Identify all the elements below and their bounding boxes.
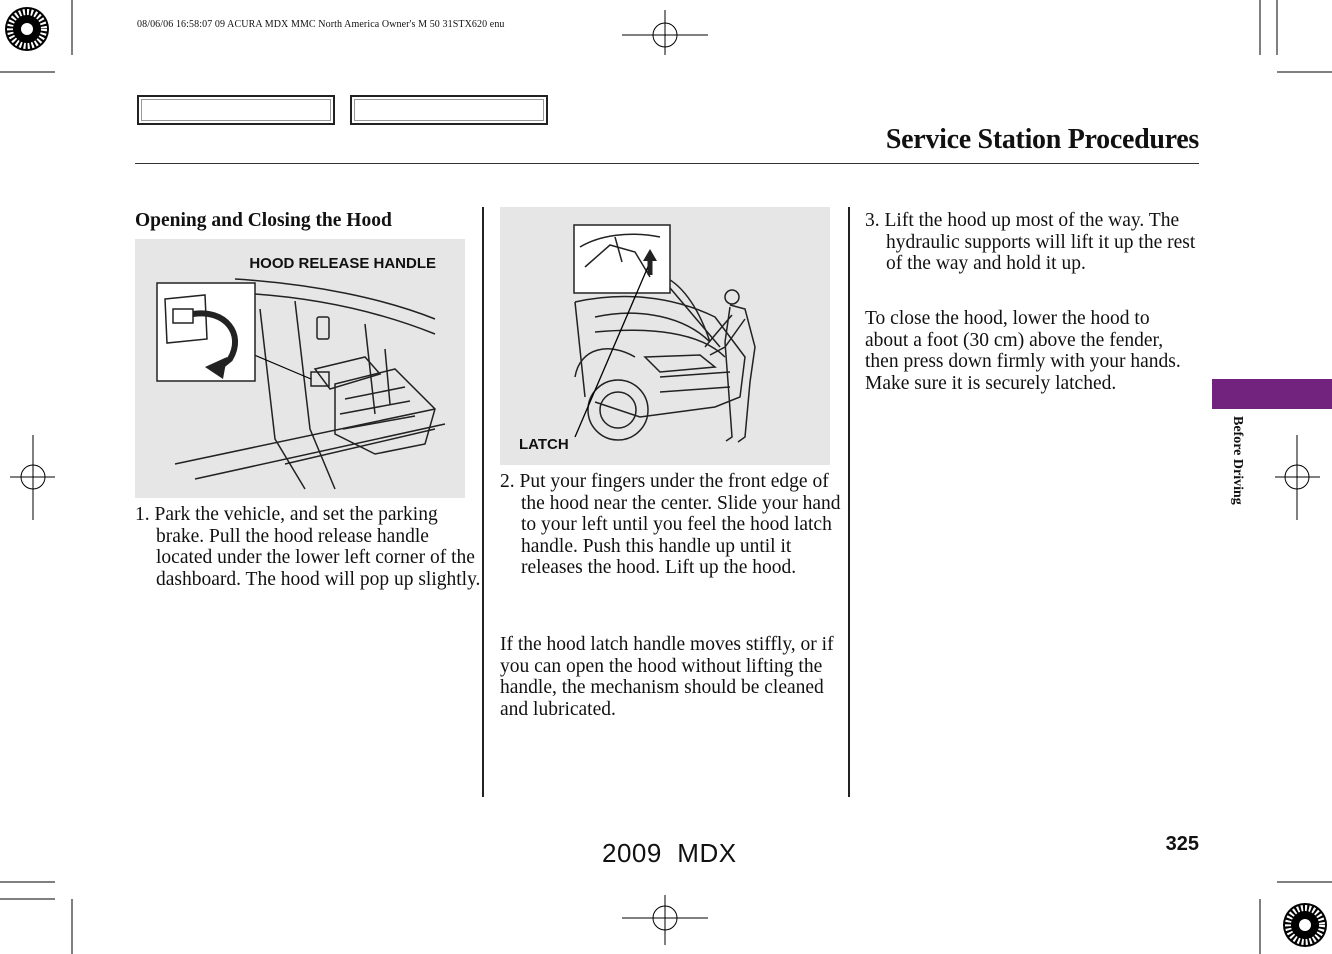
step-1-text: 1. Park the vehicle, and set the parking brake. Pull the hood release handle located under the lower left corner of the dashboard. The hood will pop up slightly.: [135, 504, 481, 590]
hood-release-handle-label: HOOD RELEASE HANDLE: [249, 255, 436, 272]
close-hood-note: To close the hood, lower the hood to about a foot (30 cm) above the fender, then press down firmly with your hands. Make sure it is securely latched.: [865, 308, 1181, 394]
registration-target-top-left: [5, 7, 49, 51]
stiff-latch-note: If the hood latch handle moves stiffly, or if you can open the hood without lifting the handle, the mechanism should be cleaned and lubricated.: [500, 634, 834, 720]
chapter-tab[interactable]: [1212, 379, 1332, 409]
column-divider-1: [482, 207, 484, 797]
nav-button-previous[interactable]: [137, 95, 335, 125]
chapter-tab-label: Before Driving: [1230, 416, 1245, 505]
step-3-text: 3. Lift the hood up most of the way. The hydraulic supports will lift it up the rest of the way and hold it up.: [865, 210, 1196, 275]
hood-release-illustration: [135, 239, 465, 498]
hood-latch-illustration: [500, 207, 830, 465]
page-title: Service Station Procedures: [885, 124, 1199, 155]
footer-model: 2009 MDX: [602, 838, 737, 868]
hood-latch-figure: [500, 207, 830, 465]
step-2-text: 2. Put your fingers under the front edge of the hood near the center. Slide your hand to your left until you feel the hood latch handle. Push this handle up until it releases the hood. Lift up the hood.: [500, 471, 841, 579]
registration-target-bottom-right: [1283, 903, 1327, 947]
page-number: 325: [1165, 833, 1199, 855]
title-divider: [135, 163, 1199, 164]
hood-release-figure: [135, 239, 465, 498]
print-header: 08/06/06 16:58:07 09 ACURA MDX MMC North America Owner's M 50 31STX620 enu: [137, 19, 505, 30]
latch-label: LATCH: [519, 436, 569, 453]
nav-button-next[interactable]: [350, 95, 548, 125]
section-heading: Opening and Closing the Hood: [135, 210, 392, 231]
person-figure: [705, 290, 755, 442]
